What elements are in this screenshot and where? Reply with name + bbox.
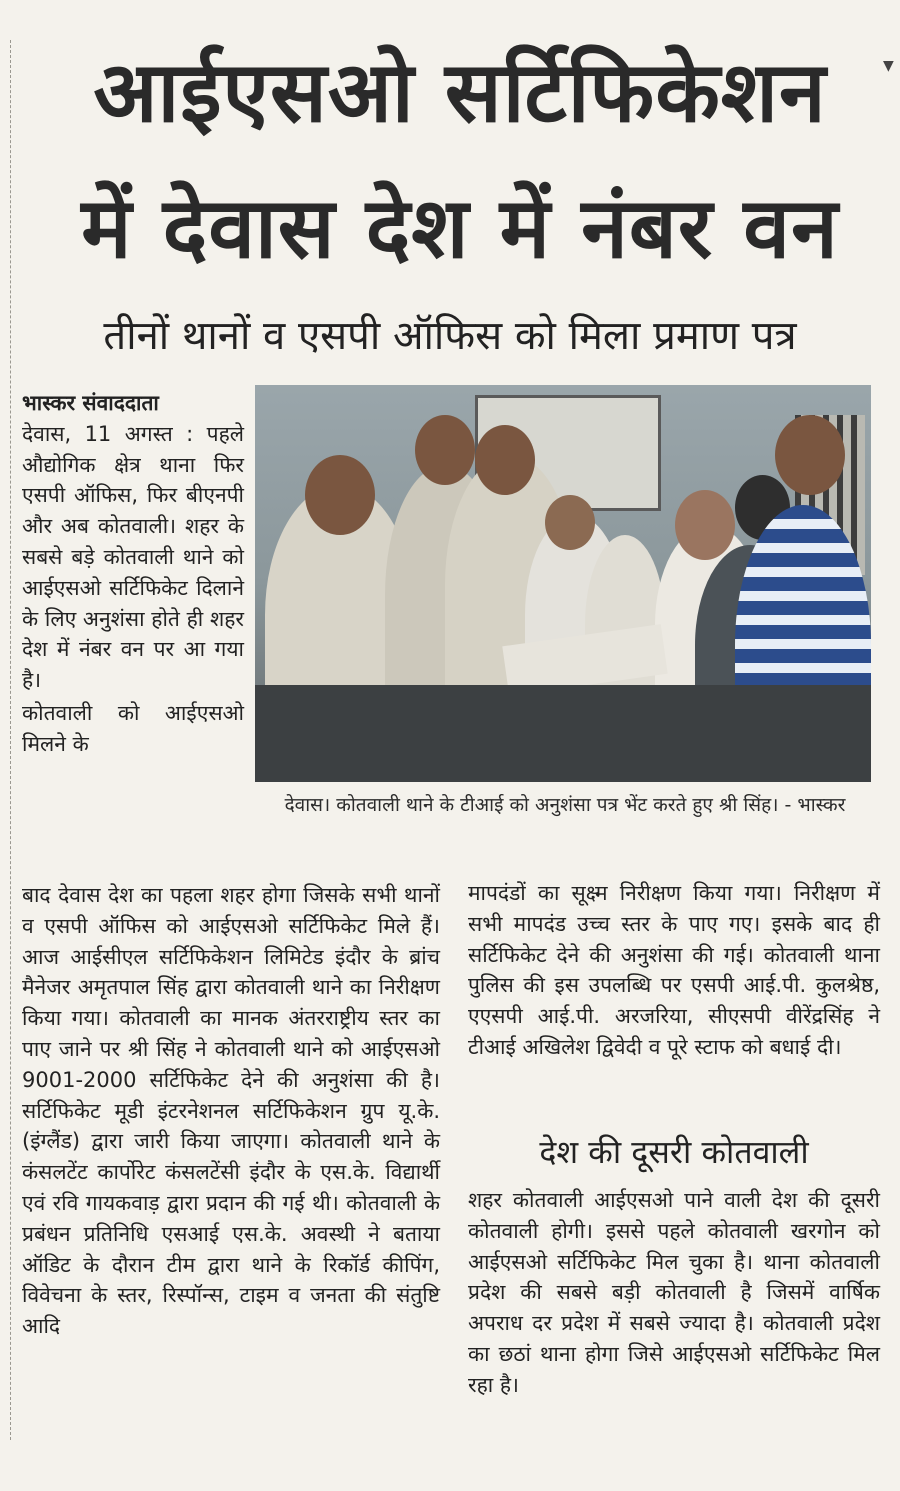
intro-text: देवास, 11 अगस्त : पहले औद्योगिक क्षेत्र थाना फिर एसपी ऑफिस, फिर बीएनपी और अब कोतवाली। शहर के सबसे बड़े कोतवाली थाने को आईएसओ सर्टिफिकेट दिलाने के लिए अनुशंसा होते ही शहर देश में नंबर वन पर आ गया है। [22,421,244,693]
para2-wide: बाद देवास देश का पहला शहर होगा जिसके सभी थानों व एसपी ऑफिस को आईएसओ सर्टिफिकेट मिले हैं। आज आईसीएल सर्टिफिकेशन लिमिटेड इंदौर के ब्रांच मैनेजर अमृतपाल सिंह द्वारा कोतवाली थाने का निरीक्षण किया गया। कोतवाली का मानक अंतरराष्ट्रीय स्तर का पाए जाने पर श्री सिंह ने कोतवाली थाने को आईएसओ 9001-2000 सर्टिफिकेट देने की अनुशंसा की है। सर्टिफिकेट मूडी इंटरनेशनल सर्टिफिकेशन ग्रुप यू.के. (इंग्लैंड) द्वारा जारी किया जाएगा। कोतवाली थाने के कंसलटेंट कार्पोरेट कंसलटेंसी इंदौर के एस.के. विद्यार्थी एवं रवि गायकवाड़ द्वारा प्रदान की गई थी। कोतवाली के प्रबंधन प्रतिनिधि एसआई एस.के. अवस्थी ने बताया ऑडिट के दौरान टीम द्वारा थाने के रिकॉर्ड कीपिंग, विवेचना के स्तर, रिस्पॉन्स, टाइम व जनता की संतुष्टि आदि [22,883,440,1339]
byline: भास्कर संवाददाता [22,391,159,415]
intro-column [22,388,244,760]
headline-line-2: में देवास देश में नंबर वन [81,179,839,277]
news-photo [255,385,871,782]
photo-caption: देवास। कोतवाली थाने के टीआई को अनुशंसा पत्र भेंट करते हुए श्री सिंह। - भास्कर [284,794,846,816]
para-right: मापदंडों का सूक्ष्म निरीक्षण किया गया। निरीक्षण में सभी मापदंड उच्च स्तर के पाए गए। इसके बाद ही सर्टिफिकेट देने की अनुशंसा की गई। कोतवाली थाना पुलिस की इस उपलब्धि पर एसपी आई.पी. कुलश्रेष्ठ, एएसपी आई.पी. अरजरिया, सीएसपी वीरेंद्रसिंह ने टीआई अखिलेश द्विवेदी व पूरे स्टाफ को बधाई दी। [468,881,880,1059]
cut-line [10,40,11,1440]
margin-mark: ▼ [883,58,894,74]
side-text: शहर कोतवाली आईएसओ पाने वाली देश की दूसरी कोतवाली होगी। इससे पहले कोतवाली खरगोन को आईएसओ सर्टिफिकेट मिल चुका है। थाना कोतवाली प्रदेश की सबसे बड़ी कोतवाली है जिसमें वार्षिक अपराध दर प्रदेश में सबसे ज्यादा है। कोतवाली प्रदेश का छठां थाना होगा जिसे आईएसओ सर्टिफिकेट मिल रहा है। [468,1188,880,1397]
side-heading: देश की दूसरी कोतवाली [539,1133,809,1171]
para2-narrow: कोतवाली को आईएसओ मिलने के [22,700,244,756]
subheadline: तीनों थानों व एसपी ऑफिस को मिला प्रमाण पत्र [103,313,797,359]
headline-line-1: आईएसओ सर्टिफिकेशन [93,43,827,141]
